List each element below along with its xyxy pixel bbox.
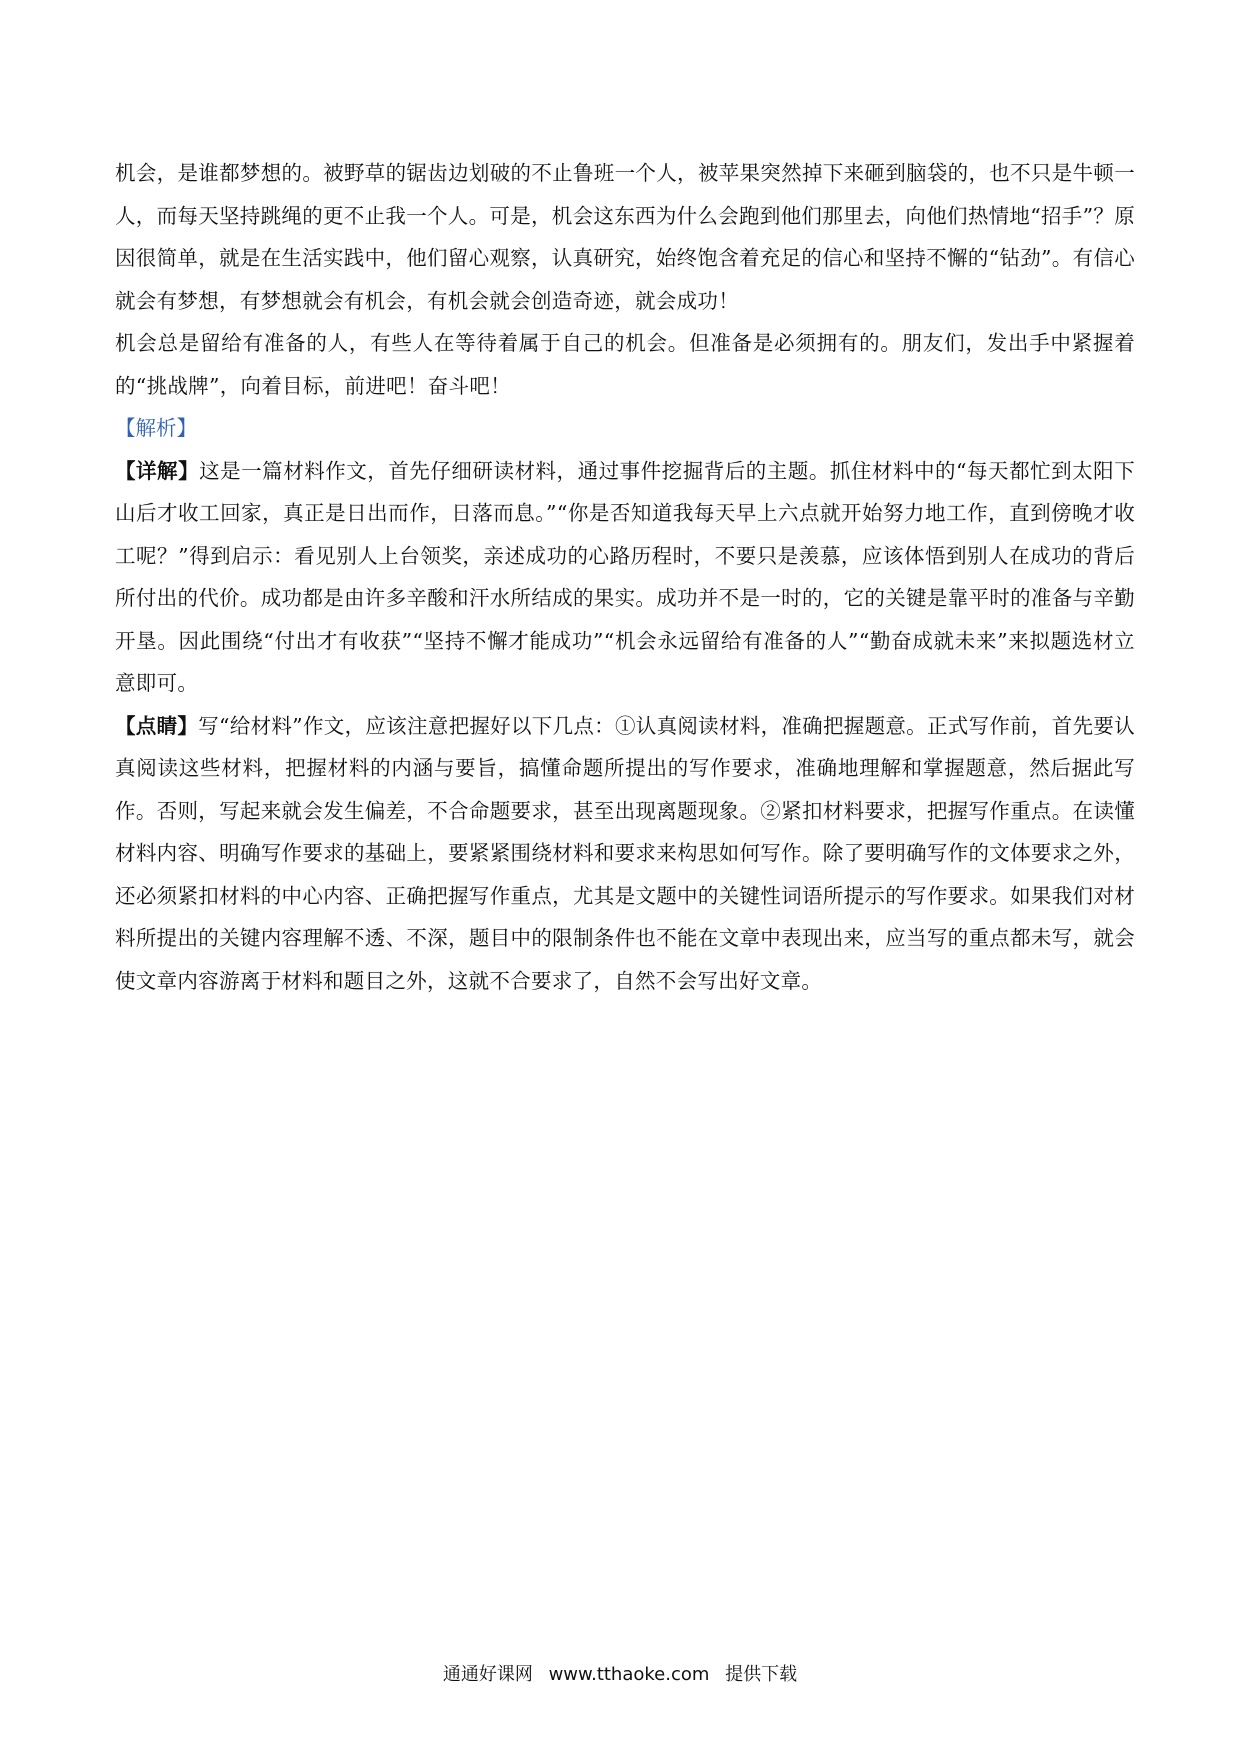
detail-tag: 【详解】 [115, 458, 200, 483]
detail-paragraph [115, 450, 1135, 705]
footer-url[interactable]: www.tthaoke.com [548, 1664, 710, 1685]
footer-suffix: 提供下载 [725, 1664, 798, 1685]
tip-paragraph [115, 705, 1135, 1003]
analysis-label: 【解析】 [115, 416, 197, 440]
footer-site-name: 通通好课网 [442, 1664, 533, 1685]
tip-tag: 【点睛】 [115, 713, 199, 738]
essay-paragraph-2: 机会总是留给有准备的人，有些人在等待着属于自己的机会。但准备是必须拥有的。朋友们，发出手中紧握着的“挑战牌”，向着目标，前进吧！奋斗吧！ [115, 331, 1135, 398]
detail-text: 这是一篇材料作文，首先仔细研读材料，通过事件挖掘背后的主题。抓住材料中的“每天都忙到太阳下山后才收工回家，真正是日出而作，日落而息。”“你是否知道我每天早上六点就开始努力地工作，直到傍晚才收工呢？”得到启示：看见别人上台领奖，亲述成功的心路历程时，不要只是羡慕，应该体悟到别人在成功的背后所付出的代价。成功都是由许多辛酸和汗水所结成的果实。成功并不是一时的，它的关键是靠平时的准备与辛勤开垦。因此围绕“付出才有收获”“坚持不懈才能成功”“机会永远留给有准备的人”“勤奋成就未来”来拟题选材立意即可。 [115, 458, 1135, 695]
page-footer [0, 1662, 1240, 1688]
document-content [115, 152, 1135, 1002]
essay-paragraph-1: 机会，是谁都梦想的。被野草的锯齿边划破的不止鲁班一个人，被苹果突然掉下来砸到脑袋的，也不只是牛顿一人，而每天坚持跳绳的更不止我一个人。可是，机会这东西为什么会跑到他们那里去，向他们热情地“招手”？原因很简单，就是在生活实践中，他们留心观察，认真研究，始终饱含着充足的信心和坚持不懈的“钻劲”。有信心就会有梦想，有梦想就会有机会，有机会就会创造奇迹，就会成功！ [115, 161, 1135, 313]
tip-text: 写“给材料”作文，应该注意把握好以下几点：①认真阅读材料，准确把握题意。正式写作前，首先要认真阅读这些材料，把握材料的内涵与要旨，搞懂命题所提出的写作要求，准确地理解和掌握题意，然后据此写作。否则，写起来就会发生偏差，不合命题要求，甚至出现离题现象。②紧扣材料要求，把握写作重点。在读懂材料内容、明确写作要求的基础上，要紧紧围绕材料和要求来构思如何写作。除了要明确写作的文体要求之外，还必须紧扣材料的中心内容、正确把握写作重点，尤其是文题中的关键性词语所提示的写作要求。如果我们对材料所提出的关键内容理解不透、不深，题目中的限制条件也不能在文章中表现出来，应当写的重点都未写，就会使文章内容游离于材料和题目之外，这就不合要求了，自然不会写出好文章。 [115, 713, 1135, 993]
